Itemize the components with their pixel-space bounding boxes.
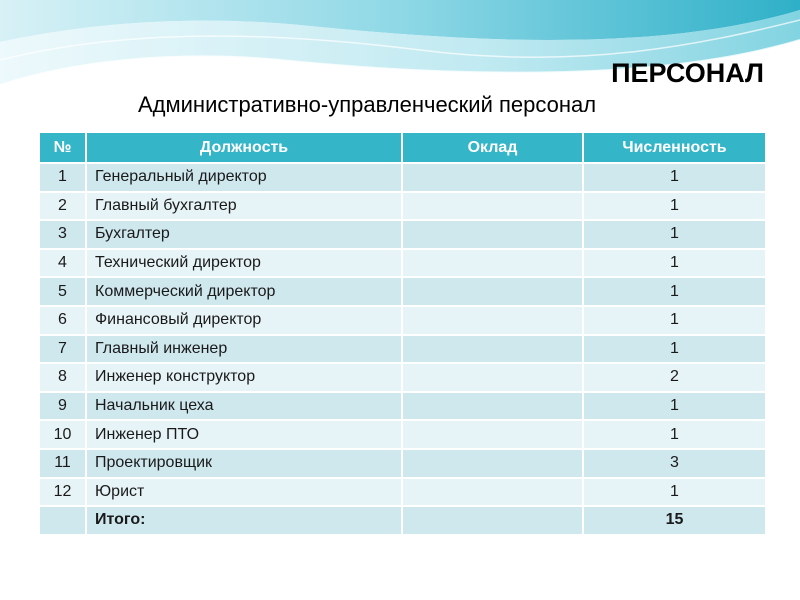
header-salary: Оклад: [402, 132, 583, 163]
row-position: Генеральный директор: [86, 163, 402, 192]
row-num: 8: [39, 363, 86, 392]
table-row: [39, 449, 766, 478]
row-count: 1: [583, 163, 766, 192]
total-count: 15: [583, 506, 766, 535]
row-count: 1: [583, 249, 766, 278]
row-salary: [402, 335, 583, 364]
row-salary: [402, 306, 583, 335]
total-num-cell: [39, 506, 86, 535]
row-count: 1: [583, 277, 766, 306]
row-num: 7: [39, 335, 86, 364]
row-salary: [402, 220, 583, 249]
row-salary: [402, 249, 583, 278]
table-row: [39, 192, 766, 221]
table-row: [39, 306, 766, 335]
table-row: [39, 249, 766, 278]
row-num: 2: [39, 192, 86, 221]
row-count: 3: [583, 449, 766, 478]
table-row: [39, 335, 766, 364]
row-count: 1: [583, 420, 766, 449]
row-position: Финансовый директор: [86, 306, 402, 335]
table-row: [39, 163, 766, 192]
header-position: Должность: [86, 132, 402, 163]
row-position: Главный инженер: [86, 335, 402, 364]
row-num: 6: [39, 306, 86, 335]
row-position: Коммерческий директор: [86, 277, 402, 306]
row-position: Инженер конструктор: [86, 363, 402, 392]
row-salary: [402, 163, 583, 192]
row-position: Инженер ПТО: [86, 420, 402, 449]
row-num: 3: [39, 220, 86, 249]
row-num: 11: [39, 449, 86, 478]
row-num: 1: [39, 163, 86, 192]
table-row: [39, 220, 766, 249]
row-salary: [402, 449, 583, 478]
row-position: Технический директор: [86, 249, 402, 278]
row-salary: [402, 420, 583, 449]
table-row: [39, 363, 766, 392]
staff-table: [38, 131, 767, 536]
row-position: Главный бухгалтер: [86, 192, 402, 221]
table-row: [39, 478, 766, 507]
row-salary: [402, 277, 583, 306]
total-row: [39, 506, 766, 535]
row-count: 1: [583, 335, 766, 364]
row-position: Проектировщик: [86, 449, 402, 478]
table-row: [39, 277, 766, 306]
row-salary: [402, 392, 583, 421]
table-row: [39, 392, 766, 421]
row-salary: [402, 363, 583, 392]
row-num: 5: [39, 277, 86, 306]
row-count: 1: [583, 192, 766, 221]
row-count: 2: [583, 363, 766, 392]
row-num: 9: [39, 392, 86, 421]
total-label: Итого:: [86, 506, 402, 535]
row-salary: [402, 478, 583, 507]
slide-title: ПЕРСОНАЛ: [611, 58, 764, 88]
row-num: 12: [39, 478, 86, 507]
header-count: Численность: [583, 132, 766, 163]
row-num: 4: [39, 249, 86, 278]
row-count: 1: [583, 478, 766, 507]
row-position: Начальник цеха: [86, 392, 402, 421]
row-salary: [402, 192, 583, 221]
row-count: 1: [583, 306, 766, 335]
row-count: 1: [583, 220, 766, 249]
total-salary-cell: [402, 506, 583, 535]
row-position: Бухгалтер: [86, 220, 402, 249]
row-num: 10: [39, 420, 86, 449]
row-position: Юрист: [86, 478, 402, 507]
header-num: №: [39, 132, 86, 163]
slide-subtitle: Административно-управленческий персонал: [138, 92, 597, 117]
table-row: [39, 420, 766, 449]
row-count: 1: [583, 392, 766, 421]
table-header-row: [39, 132, 766, 163]
